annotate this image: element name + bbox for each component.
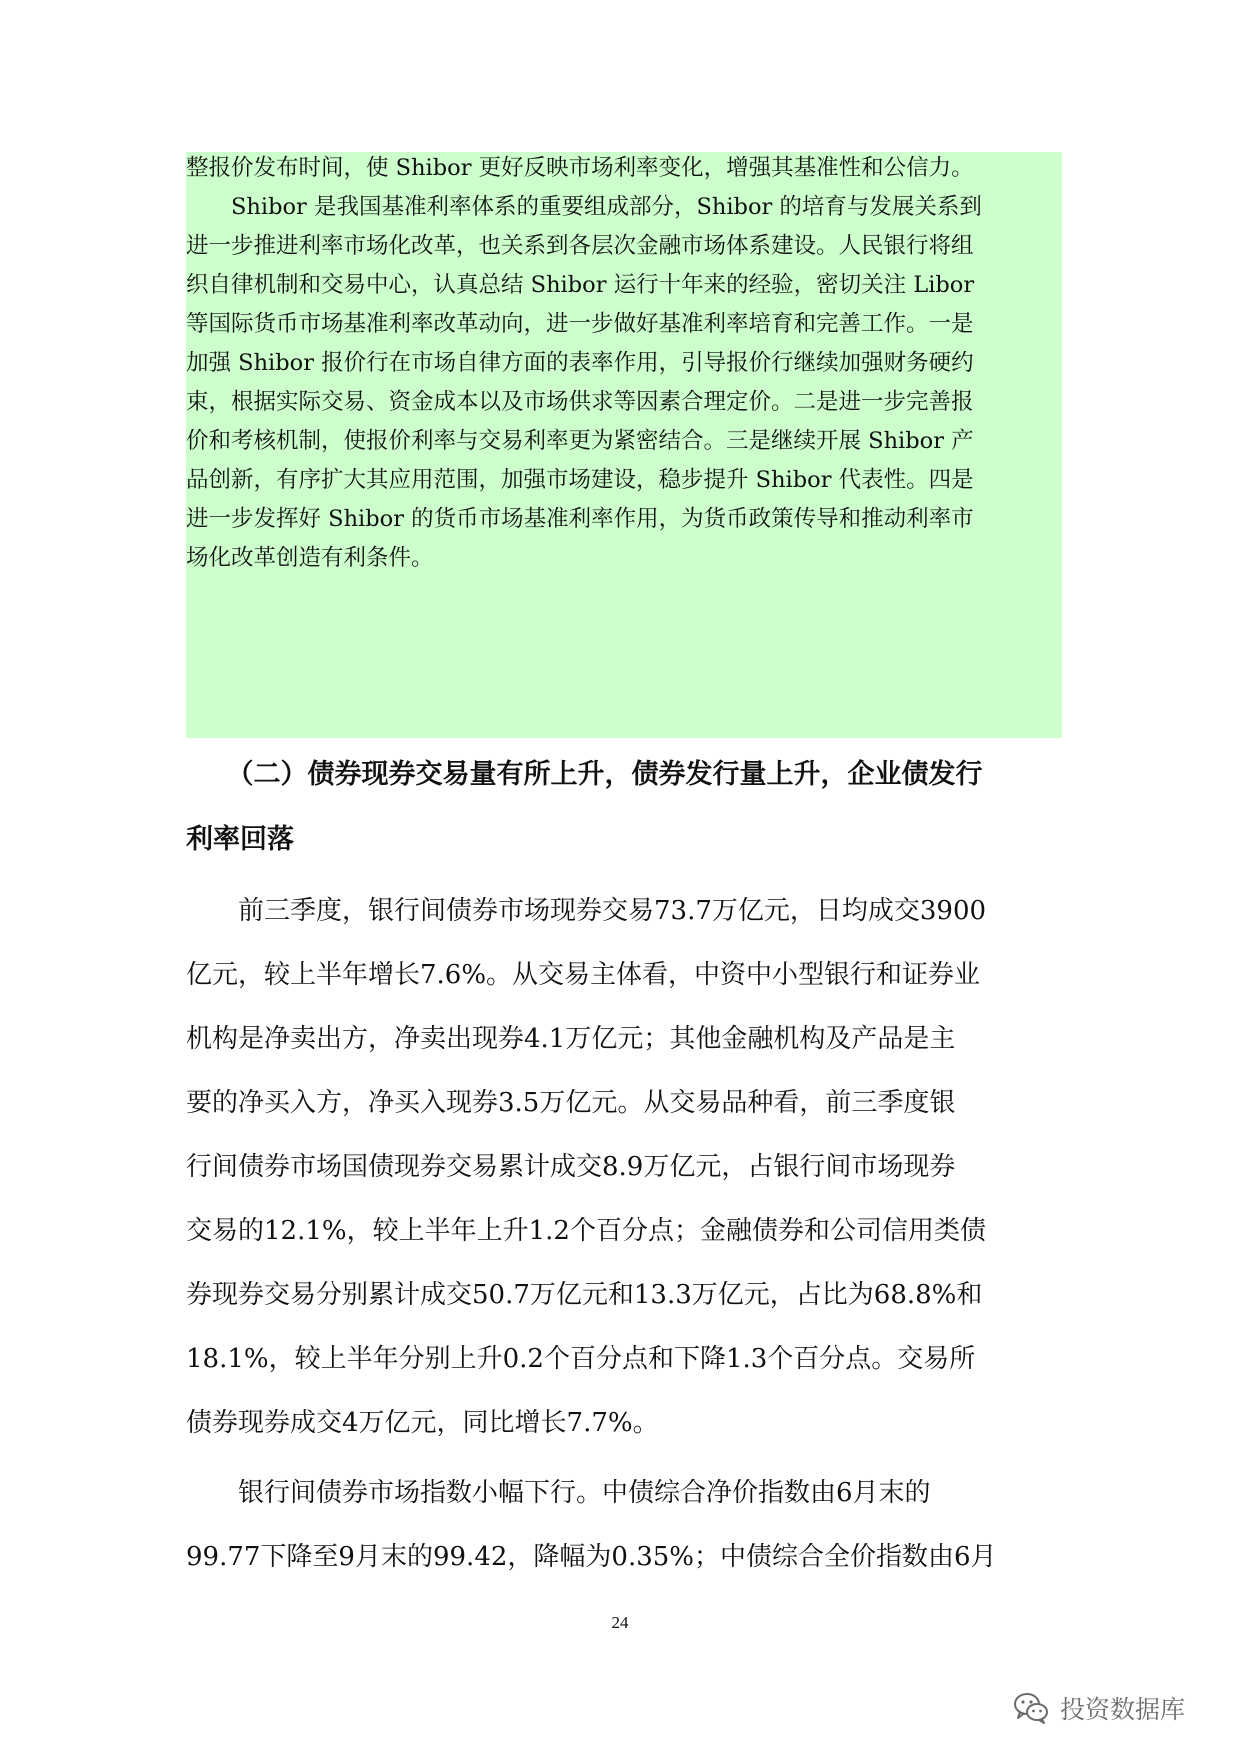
box-line: 品创新，有序扩大其应用范围，加强市场建设，稳步提升 Shibor 代表性。四是 bbox=[186, 467, 974, 493]
box-line: 进一步发挥好 Shibor 的货币市场基准利率作用，为货币政策传导和推动利率市 bbox=[186, 506, 974, 532]
highlight-box bbox=[186, 152, 1062, 738]
wechat-icon bbox=[1012, 1691, 1050, 1725]
box-line: Shibor 是我国基准利率体系的重要组成部分，Shibor 的培育与发展关系到 bbox=[186, 194, 982, 220]
section-heading-continued: 利率回落 bbox=[186, 824, 294, 855]
body-line: 亿元，较上半年增长7.6%。从交易主体看，中资中小型银行和证券业 bbox=[186, 960, 981, 990]
body-line: 前三季度，银行间债券市场现券交易73.7万亿元，日均成交3900 bbox=[186, 896, 987, 926]
box-line: 加强 Shibor 报价行在市场自律方面的表率作用，引导报价行继续加强财务硬约 bbox=[186, 350, 974, 376]
box-line: 束，根据实际交易、资金成本以及市场供求等因素合理定价。二是进一步完善报 bbox=[186, 389, 974, 415]
body-line: 券现券交易分别累计成交50.7万亿元和13.3万亿元，占比为68.8%和 bbox=[186, 1280, 983, 1310]
body-line: 债券现券成交4万亿元，同比增长7.7%。 bbox=[186, 1408, 659, 1438]
watermark bbox=[1012, 1686, 1185, 1730]
box-line: 织自律机制和交易中心，认真总结 Shibor 运行十年来的经验，密切关注 Libor bbox=[186, 272, 975, 298]
section-heading: （二）债券现券交易量有所上升，债券发行量上升，企业债发行 bbox=[186, 759, 983, 790]
body-line: 机构是净卖出方，净卖出现券4.1万亿元；其他金融机构及产品是主 bbox=[186, 1024, 956, 1054]
page-number: 24 bbox=[611, 1613, 629, 1632]
box-line: 价和考核机制，使报价利率与交易利率更为紧密结合。三是继续开展 Shibor 产 bbox=[186, 428, 974, 454]
body-line: 18.1%，较上半年分别上升0.2个百分点和下降1.3个百分点。交易所 bbox=[186, 1344, 976, 1374]
watermark-text: 投资数据库 bbox=[1060, 1695, 1186, 1724]
box-line: 进一步推进利率市场化改革，也关系到各层次金融市场体系建设。人民银行将组 bbox=[186, 233, 974, 259]
box-line: 整报价发布时间，使 Shibor 更好反映市场利率变化，增强其基准性和公信力。 bbox=[186, 155, 974, 181]
body-line: 交易的12.1%，较上半年上升1.2个百分点；金融债券和公司信用类债 bbox=[186, 1216, 986, 1246]
box-line: 场化改革创造有利条件。 bbox=[186, 545, 434, 571]
box-line: 等国际货币市场基准利率改革动向，进一步做好基准利率培育和完善工作。一是 bbox=[186, 311, 974, 337]
body-line: 行间债券市场国债现券交易累计成交8.9万亿元，占银行间市场现券 bbox=[186, 1152, 956, 1182]
body-line: 要的净买入方，净买入现券3.5万亿元。从交易品种看，前三季度银 bbox=[186, 1088, 956, 1118]
body-line: 99.77下降至9月末的99.42，降幅为0.35%；中债综合全价指数由6月 bbox=[186, 1542, 997, 1572]
body-line: 银行间债券市场指数小幅下行。中债综合净价指数由6月末的 bbox=[186, 1478, 931, 1508]
